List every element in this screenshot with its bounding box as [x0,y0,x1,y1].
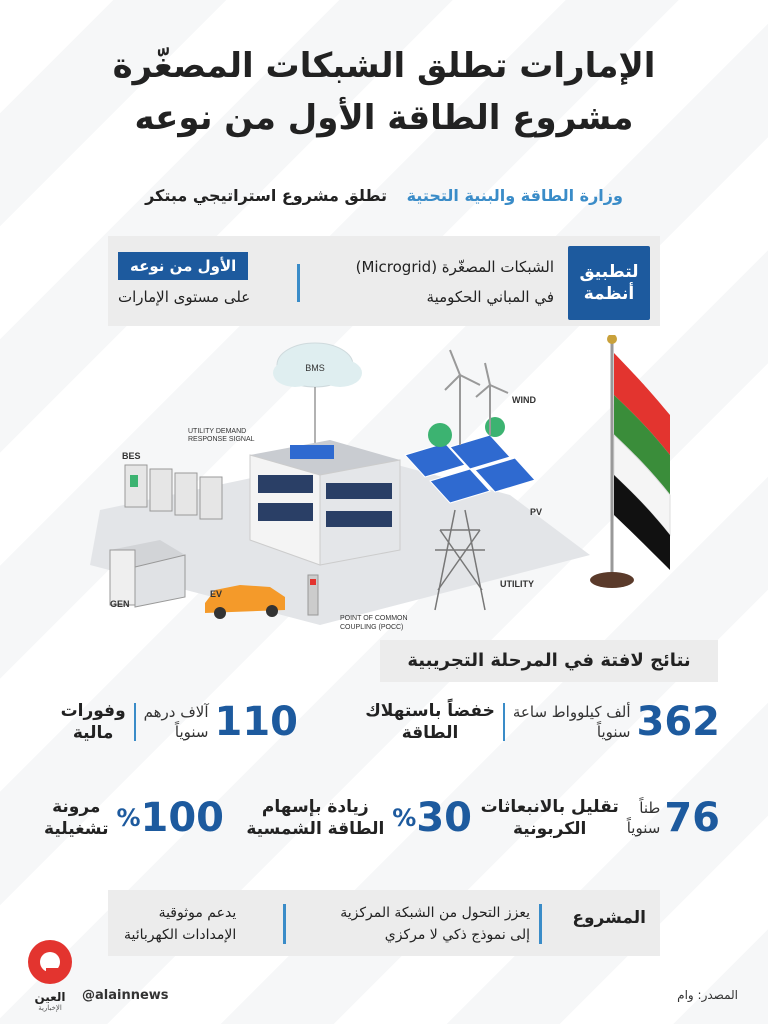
stat-flexibility-label2: تشغيلية [44,819,109,839]
stat-solar-label2: الطاقة الشمسية [246,819,385,839]
project-line-1: يعزز التحول من الشبكة المركزية [340,905,530,921]
stat-solar [246,796,472,840]
subtitle-ministry: وزارة الطاقة والبنية التحتية [406,186,623,205]
project-separator-1 [539,904,542,944]
wind-label: WIND [512,395,536,405]
stat-solar-value: 30 [416,795,472,841]
project-panel [108,890,660,956]
stat-emissions-unit2: سنوياً [626,819,661,837]
stat-solar-percent: % [392,804,417,832]
microgrid-diagram [90,335,680,635]
response-signal-label: RESPONSE SIGNAL [188,436,255,443]
stat-energy-label2: الطاقة [401,723,459,743]
subtitle-rest: تطلق مشروع استراتيجي مبتكر [145,186,388,205]
stat-energy-unit2: سنوياً [596,723,631,741]
project-separator-2 [283,904,286,944]
stat-savings-unit [144,702,209,742]
level-text: على مستوى الإمارات [118,288,251,306]
al-ain-logo-icon [26,938,74,986]
stat-emissions [481,796,720,840]
stat-savings-value: 110 [214,699,298,745]
generator-icon [110,540,185,607]
utility-demand-label: UTILITY DEMAND [188,428,247,435]
stat-energy-value: 362 [636,699,720,745]
stat-solar-label1: زيادة بإسهام [261,797,369,817]
al-ain-logo [26,938,74,1012]
logo-text: العين [34,990,66,1004]
project-text-1 [340,902,530,946]
first-badge: الأول من نوعه [118,252,248,280]
stat-savings [61,700,298,744]
pocc-label-1: POINT OF COMMON [340,615,408,622]
handle-text: @alainnews [82,988,169,1003]
ev-label: EV [210,589,223,599]
source-text: المصدر: وام [677,988,738,1002]
stat-energy-unit [513,702,631,742]
intro-panel [108,236,660,326]
building-icon [250,440,400,565]
microgrid-line-2: في المباني الحكومية [426,288,554,306]
stat-emissions-label [481,796,619,840]
stat-savings-unit1: آلاف درهم [143,703,209,721]
microgrid-illustration [90,335,680,635]
uae-flag-icon [590,335,670,588]
stat-emissions-label1: تقليل بالانبعاثات [480,797,619,817]
project-label: المشروع [572,908,646,928]
stat-savings-separator [134,703,136,741]
intro-separator [297,264,300,302]
title-line-1: الإمارات تطلق الشبكات المصغّرة [112,46,656,86]
title-line-2: مشروع الطاقة الأول من نوعه [134,98,634,138]
stat-energy [365,700,720,744]
stat-energy-unit1: ألف كيلوواط ساعة [512,703,631,721]
stat-flexibility-value: 100 [140,795,224,841]
stat-energy-label [365,700,495,744]
stat-flexibility-percent: % [116,804,141,832]
project-line-2: إلى نموذج ذكي لا مركزي [384,927,530,943]
pocc-label-2: COUPLING (POCC) [340,624,404,631]
subtitle [0,186,768,205]
stat-emissions-unit [627,798,661,838]
stat-savings-label2: مالية [72,723,114,743]
social-handle [82,988,169,1003]
results-heading: نتائج لافتة في المرحلة التجريبية [380,640,718,682]
bes-label: BES [122,451,141,461]
logo-subtext: الإخبارية [38,1004,62,1012]
stat-energy-label1: خفضاً باستهلاك [365,701,495,721]
gen-label: GEN [110,599,130,609]
stat-savings-label1: وفورات [60,701,126,721]
pv-label: PV [530,507,543,517]
microgrid-text [344,252,554,312]
stat-emissions-unit1: طناً [639,799,661,817]
stat-savings-label [61,700,126,744]
stat-savings-unit2: سنوياً [174,723,209,741]
project-text-2 [124,902,236,946]
page-title [0,40,768,144]
bms-label: BMS [305,363,325,373]
project-line-3: يدعم موثوقية [158,905,237,921]
stat-emissions-value: 76 [664,795,720,841]
stat-energy-separator [503,703,505,741]
project-line-4: الإمدادات الكهربائية [124,927,237,943]
apply-badge: لتطبيق أنظمة [568,246,650,320]
stat-emissions-label2: الكربونية [512,819,587,839]
stat-solar-label [246,796,384,840]
stat-flexibility [44,796,224,840]
stat-flexibility-label1: مرونة [52,797,101,817]
utility-label: UTILITY [500,579,534,589]
stat-flexibility-label [44,796,108,840]
microgrid-line-1: الشبكات المصغّرة (Microgrid) [355,258,554,276]
